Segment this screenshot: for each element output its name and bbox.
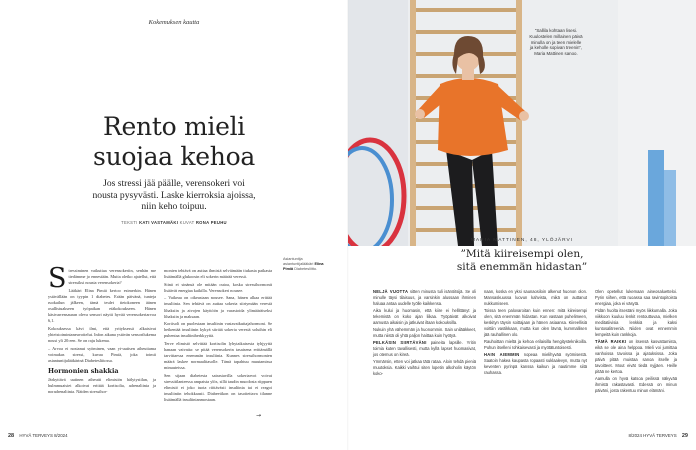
body-column-1 xyxy=(48,263,156,397)
expert-caption xyxy=(283,257,329,272)
interviewee-byline: MARIA MATTINEN, 48, YLÖJÄRVI xyxy=(470,238,574,243)
caption-text: Asiantuntija asiantuntijalääkäri xyxy=(283,257,314,266)
subheading: Hormonien shakkia xyxy=(48,366,119,375)
section-kicker: Kokemuksen kautta xyxy=(148,19,200,26)
lead-in: PELKÄSIN SIIRTÄVÄNI xyxy=(373,340,427,346)
body-paragraph: Terve elimistö selvittää kortisolin lyhytaikaisesta tyhjyyttä hanaan vaivatta: se pitää verensokerin tasaisena erittämällä tarvittaessa enemmän insuliinia. Kunnes stressihormonien määrä laskee normaalitasolle. Tämä tapahtuu muutamissa minuuteissa. xyxy=(164,341,272,371)
story-column-2 xyxy=(484,289,587,377)
pull-quote-line-2: sitä enemmän hidastan” xyxy=(456,260,588,273)
story-paragraph: Aamulla on hyvä katsoa peilissä näkyvää ihmistä rakastavasti. Edessä on minun päiväni, josta rakentuu minun elämäni. xyxy=(595,375,677,393)
body-paragraph: – Arvoa ei nostanut syöminen, vaan yt-uutisen aiheuttama voimakas stressi, kuvaa Pimiä, joka toimii asiantuntijalääkärinä Diabetesliitossa. xyxy=(48,345,156,363)
story-paragraph: Olen opetellut lukemaan aineosaluetteloi. Pyrin siihen, että ruoassa saa ravintopitoista energiaa, joka ei väsytä. xyxy=(595,289,677,306)
story-paragraph: Rauhoittan mieltä ja kehoa erilaisilla hengitysteknikoilla. Puhun itselleni rohkaisevasti ja myötätuntoisesti. xyxy=(484,339,587,350)
story-paragraph: Nukuin yhä vähemmän ja huonommin. Sain unilääkkeet, mutta niistä oli yhtä paljon haittaa kuin hyötyä. xyxy=(373,327,476,339)
body-paragraph: Siinä ei sinänsä ole mitään outoa, koska stressihormonit lisäävät energiaa kaikilla. Verensokeri nousee. xyxy=(164,281,272,293)
story-paragraph: naan, koska en yksi saunaosiloin alkenut huonon olon. Mansaskuussa luovun kahvista, mikä on auttanut nukkumiseen. xyxy=(484,289,587,306)
headline-line-1: Rento mieli xyxy=(103,112,245,141)
caption-org: Diabetesliitto. xyxy=(294,267,317,271)
lead-in: TÄMÄ RAIKKI xyxy=(595,339,627,344)
story-column-3 xyxy=(595,289,677,395)
story-paragraph: Pidän huolta itsestäni myös liikkumalla. Joka viikkoon kuuluu lenkit rentouttuvaa, mielken meditatiivisia lenkkiä ja kaksi kuntosalitreeniä. Niiden ovat ennemmin lempeitä kuin rankkoja. xyxy=(595,308,677,337)
body-paragraph: Sen sijaan diabetesta sairastavilla sokeriarvot voivat stressitilanteessa ampaista ylös, sillä taudin muodosta riippuen elimistö ei joko tuota riittävästi insuliinia tai ei reagoi insuliiniin tehokkaasti. Diabeetikon on tasoitettava tilanne lisäämällä insuliinianmostaan. xyxy=(164,373,272,403)
folio-left xyxy=(8,433,68,439)
headline xyxy=(0,112,348,172)
continue-arrow-icon: → xyxy=(256,412,262,419)
body-paragraph: Järkyttävä uutinen aiheutti elimistön hälytystilan, ja hulmmuaisiet alkoivat erittää kortisolia, adrenaliinia ja noradrenaliinia. Näiden stressihor- xyxy=(48,376,156,395)
body-paragraph: Kortisoli on puolestaan insuliinin vastavaikuttajahormoni. Se heikentää insuliinin kykyä siirtää sokeria verestä soluihin eli puhentaa insuliiniherkkyyttä. xyxy=(164,321,272,339)
body-paragraph: – Vaikeaa on oikeastaan nousee. Sana, hänen alkaa erittää insuliinia. Sen tehtävä on auttaa sokeria siirtymään verestä lihaksiin ja aivojen käyttöön ja varastoida ylimääräiseksi lihaksiin ja maksaan. xyxy=(164,295,272,319)
lead-paragraph xyxy=(40,178,308,213)
pull-quote-line-1: ”Mitä kiireisempi olen, xyxy=(460,248,584,260)
article-credits xyxy=(0,220,348,225)
page-gutter xyxy=(347,0,349,450)
folio-text: 8/2024 HYVÄ TERVEYS xyxy=(628,433,677,438)
photo-illustration xyxy=(348,0,696,246)
body-paragraph: Lääkäri Elina Pimiä kertoo esimerkin. Hänen ystävällään on tyypin 1 diabetes. Erään päivänä, tunteja ruokailun jälkeen, tämä teulet tietokoneen äänen osallistuakseen työpaikan etäkokoukseen. Hänen käsivarrensauran oleva sensori näytti hyvää verensokeriarvoa 6,1. xyxy=(48,287,156,324)
page-number: 29 xyxy=(681,433,688,439)
story-paragraph: Ymmärsin, etten voi jatkaa tätä rataa. Aloin tehdä pieniä muutoksia. Kaikki vaihtui siten lopetin alkoholin käytön koko- xyxy=(373,359,476,377)
lead-in: HAIN AIEMMIN xyxy=(484,352,520,358)
story-paragraph: Toissa teen palovaroitan kuin ennen: mitä kiireisempi olen, sitä enemmän hidastan. Kun vastaan puhelimeen, keskityn täysin soittajaan ja hänen asiaansa. Kiireellisiä voittiin vastikkaan, mutta kun olen lävnä, kummallisen jää rauhallinen olo. xyxy=(484,308,587,337)
story-paragraph: TÄMÄ RAIKKI on itsensä kasvattamista, eikä se ole aina helppoa. Mieli voi jumittaa vanhoissa tavoissa ja ajatuksissa. Joka päivä pitää muistaa sanoa itselle ja tavoitteet. Mout eivät tiedä nyjjäen. Heille pitää ne kertoa. xyxy=(595,339,678,374)
body-column-2 xyxy=(164,268,272,405)
credits-label-text: TEKSTI xyxy=(121,220,138,225)
story-paragraph: NELJÄ VUOTTA sitten minusta tuli isänöitsijä. Se oli minulle täysi tilaisuus, ja varsinkin alussaan ihminen haluaa antaa uudelle työlle kaikkensa. xyxy=(373,289,476,306)
right-page xyxy=(348,0,696,450)
credits-photographer: RONA PEUHU xyxy=(195,220,227,225)
headline-line-2: suojaa kehoa xyxy=(93,142,255,171)
folio-right xyxy=(628,433,688,439)
body-paragraph: Stressiminen vaikuttaa verensokeriin, senhän me tiedämme jo ennestään. Mutta oletko ajatellut, että stressiksi nousta verensokeria? xyxy=(48,263,156,294)
page-number: 28 xyxy=(8,433,15,439)
story-paragraph: HAIN AIEMMIN nopeaa mielihyvää syömisestä. Saatoin hakea kaupasta ropaasti suklaalevyn, mutta nyt keventen pyrinpä kanssa kaikun ja nautimme siitä rauhassa. xyxy=(484,352,587,375)
story-paragraph: PELKÄSIN SIIRTÄVÄNI paineita lapsille. Yritin toimia kuten tavallisesti, mutta kyllä lapset huomasivat, jos otemus on kireä. xyxy=(373,340,476,358)
pull-quote xyxy=(348,248,696,273)
body-paragraph: Kokouksessa kävi ilmi, että yrityksessä alkaisivat yhteistoimintaneuvottelut. Infon aikana ystävän sensorilukema nousi yli 20:een. Se on raju lukema. xyxy=(48,325,156,344)
lead-line-2: nousta pysyvästi. Laske kierroksia ajoissa, xyxy=(92,189,256,201)
folio-text: HYVÄ TERVEYS 8/2024 xyxy=(19,433,68,438)
lead-line-3: niin keho toipuu. xyxy=(141,201,207,212)
body-paragraph: monien tehtävä on auttaa ihmistä selviämään tiukasta paikasta lisäämällä glukoosin eli sokerin määrää veressä. xyxy=(164,268,272,280)
photo-quote: ”Sallila kohtaan lisesi. Kuulostelen millainen päivä minulla on ja teen mielelle ja keholle sopivan treenin”, Maria Mattinen sanoo. xyxy=(529,28,583,57)
caption-name: Elina Pimiä xyxy=(283,262,324,271)
lead-line-1: Jos stressi jää päälle, verensokeri voi xyxy=(103,178,245,189)
story-paragraph: Aika kului ja huomasin, että kiire ei hellittänyt ja tekemistä on koko ajan liikaa. Työpäivät alkoivat aamusta aikaisin ja jatkuivat iltaan kokouksilla. xyxy=(373,308,476,325)
drop-cap: S xyxy=(48,263,67,294)
credits-label-photos: KUVAT xyxy=(179,220,195,225)
portrait-photo xyxy=(348,0,696,246)
lead-in: NELJÄ VUOTTA xyxy=(373,289,409,294)
credits-author: KATI VASTAMÄKI xyxy=(139,220,179,225)
story-column-1 xyxy=(373,289,476,378)
